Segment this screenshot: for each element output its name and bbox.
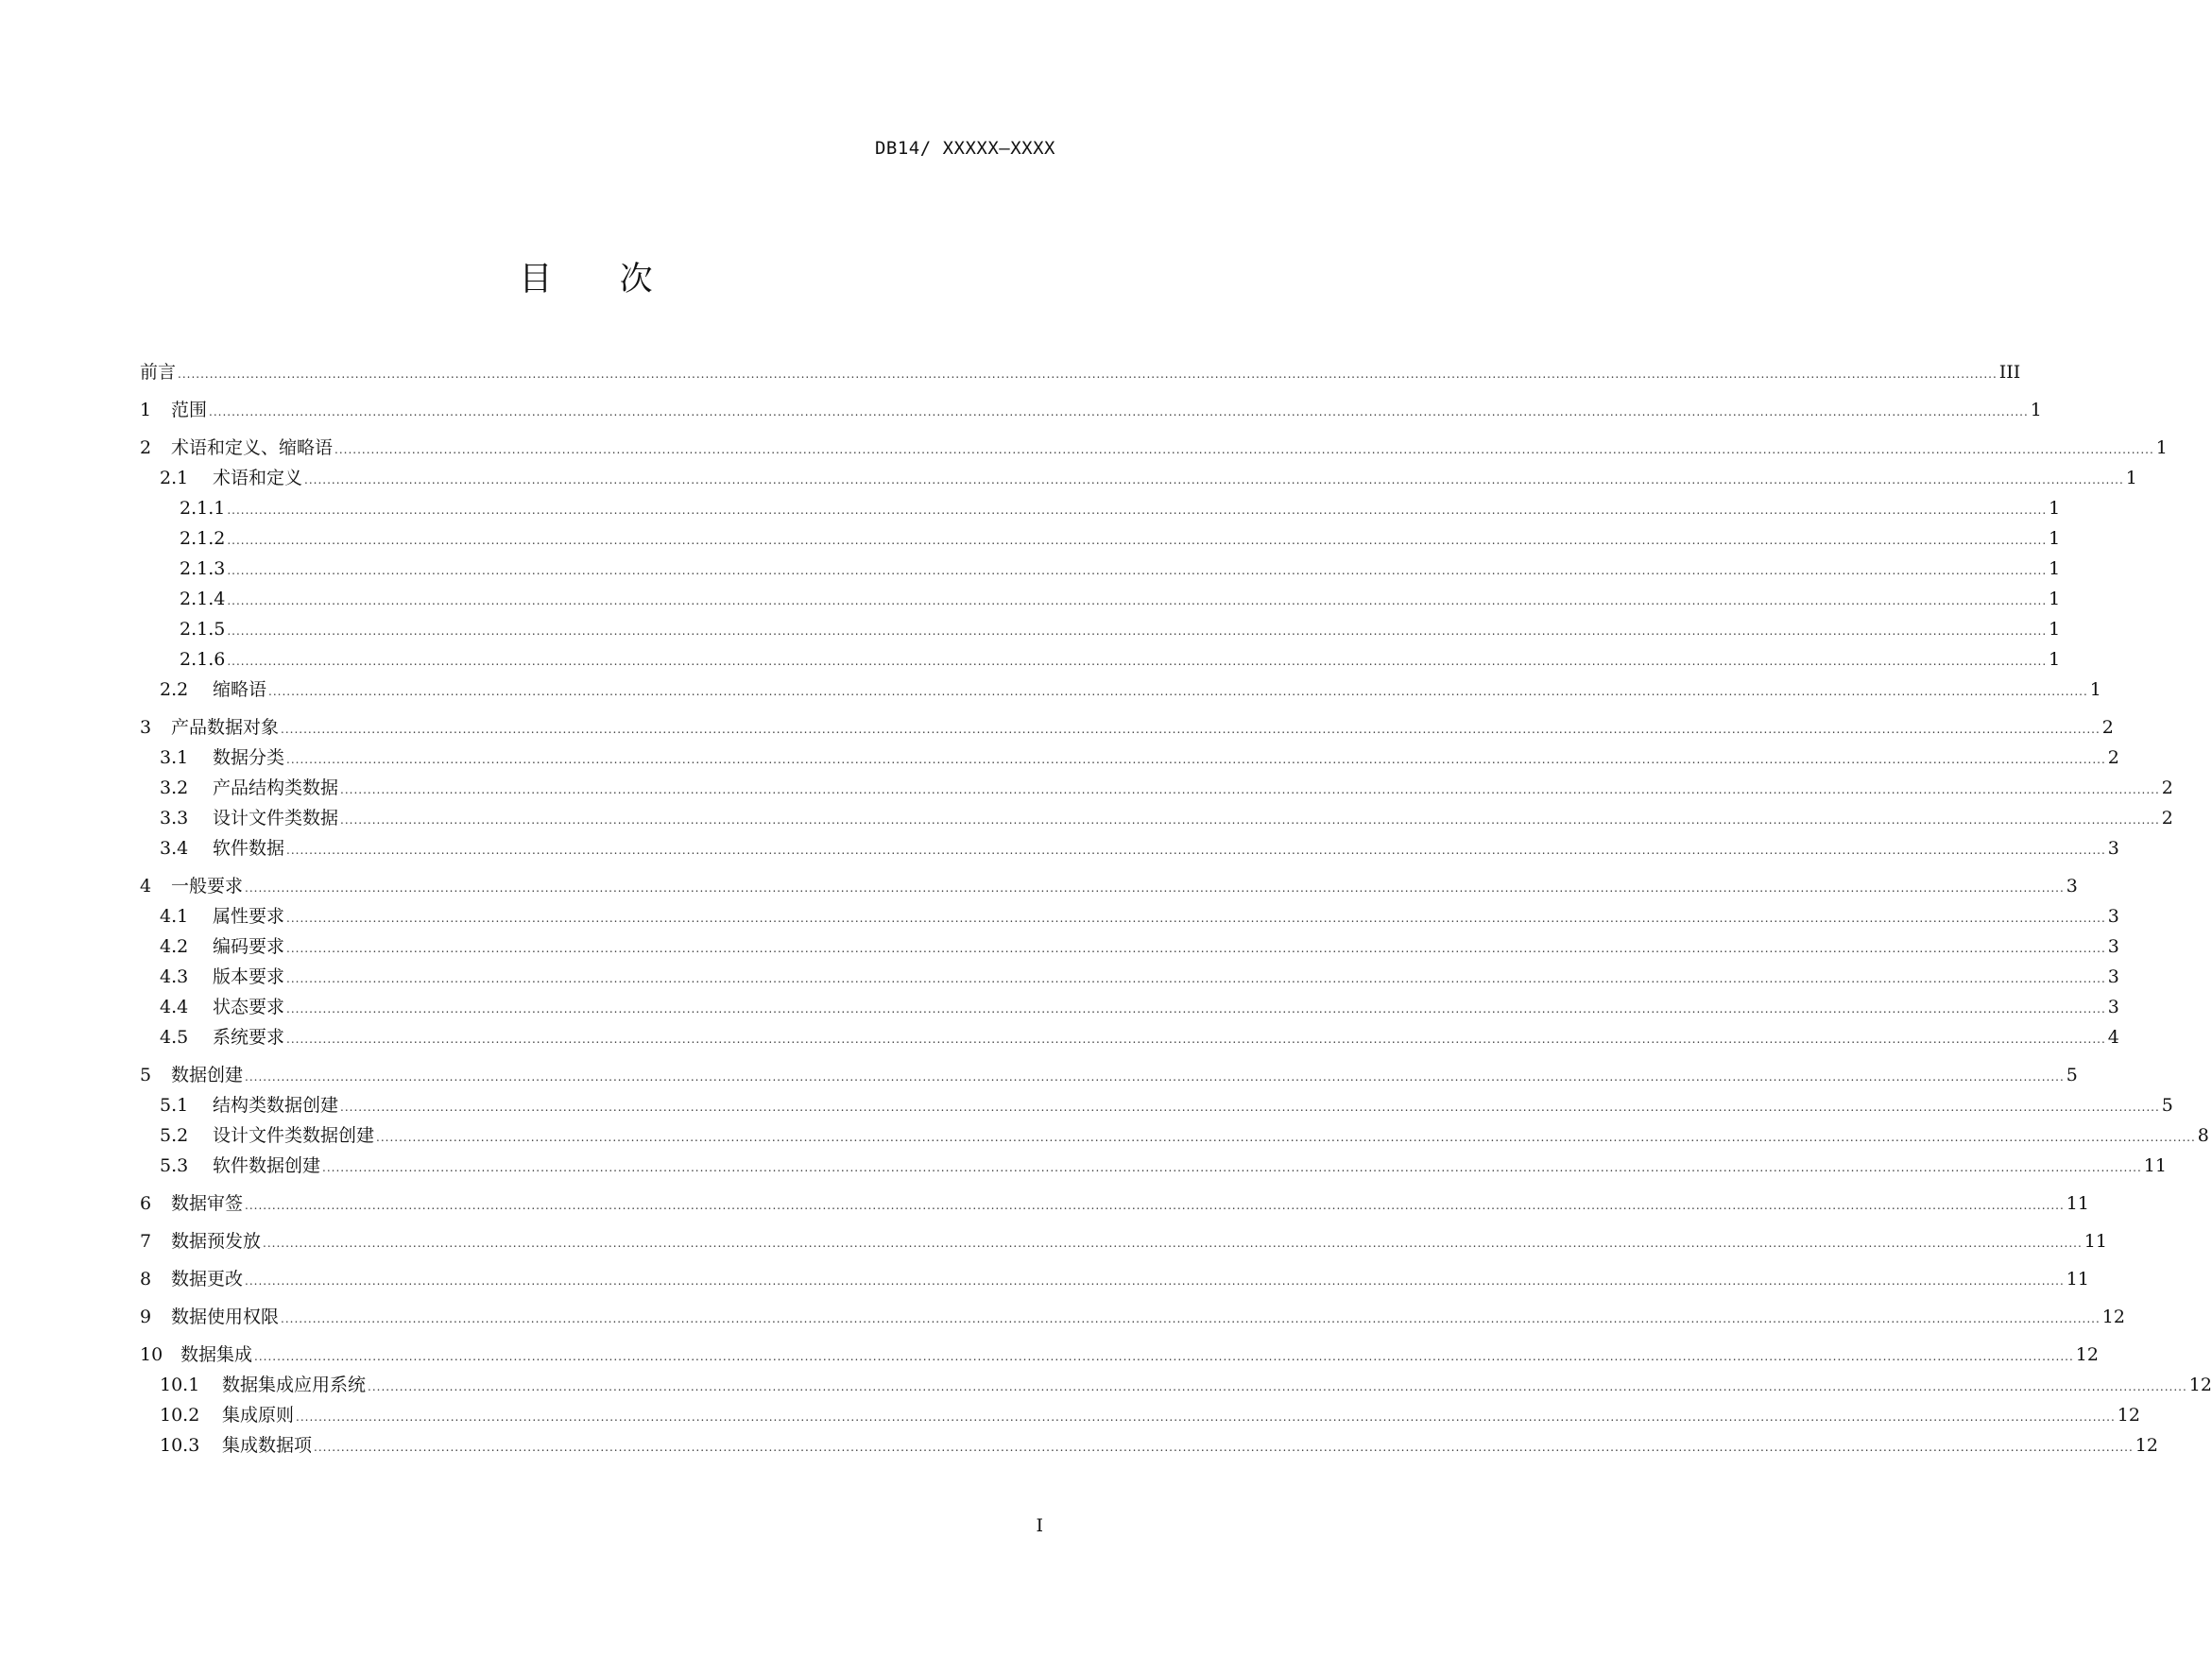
toc-entry-number: 3.4 bbox=[160, 838, 189, 859]
toc-entry-label: 一般要求 bbox=[171, 876, 244, 897]
toc-entry-label: 状态要求 bbox=[213, 997, 285, 1017]
toc-entry-label: 数据集成应用系统 bbox=[222, 1375, 367, 1395]
toc-entry-number: 3.3 bbox=[160, 808, 189, 828]
toc-entry-page: 1 bbox=[2049, 649, 2061, 670]
toc-entry-page: 2 bbox=[2161, 777, 2173, 798]
toc-leader-dots: ................................................................................................................................................................................................................................................................................................................................................................................................................ bbox=[286, 942, 2106, 955]
toc-leader-dots: ................................................................................................................................................................................................................................................................................................................................................................................................................ bbox=[340, 813, 2160, 827]
toc-entry[interactable] bbox=[140, 614, 2061, 644]
toc-leader-dots: ................................................................................................................................................................................................................................................................................................................................................................................................................ bbox=[286, 1033, 2106, 1046]
toc-leader-dots: ................................................................................................................................................................................................................................................................................................................................................................................................................ bbox=[286, 844, 2106, 857]
toc-entry-number: 2.1.5 bbox=[180, 619, 226, 640]
toc-leader-dots: ................................................................................................................................................................................................................................................................................................................................................................................................................ bbox=[340, 1101, 2160, 1114]
toc-entry[interactable] bbox=[140, 1120, 2209, 1151]
toc-entry-label: 数据预发放 bbox=[171, 1231, 262, 1252]
toc-leader-dots: ................................................................................................................................................................................................................................................................................................................................................................................................................ bbox=[227, 564, 2048, 577]
toc-entry[interactable] bbox=[140, 463, 2137, 493]
toc-entry[interactable] bbox=[140, 901, 2119, 931]
toc-entry-page: 1 bbox=[2155, 437, 2168, 458]
toc-entry-number: 6 bbox=[140, 1193, 152, 1214]
toc-leader-dots: ................................................................................................................................................................................................................................................................................................................................................................................................................ bbox=[227, 594, 2048, 607]
toc-entry-label: 数据集成 bbox=[180, 1344, 253, 1365]
toc-title-left: 目 bbox=[519, 261, 553, 299]
toc-entry-number: 3 bbox=[140, 717, 152, 738]
toc-entry-page: 5 bbox=[2161, 1095, 2173, 1116]
toc-entry-label: 结构类数据创建 bbox=[213, 1095, 339, 1116]
toc-entry[interactable] bbox=[140, 833, 2119, 863]
toc-entry-page: 1 bbox=[2089, 679, 2101, 700]
toc-entry-number: 10.3 bbox=[160, 1435, 200, 1456]
toc-entry[interactable] bbox=[140, 675, 2101, 705]
toc-entry[interactable] bbox=[140, 1370, 2212, 1400]
toc-entry-number: 5.1 bbox=[160, 1095, 189, 1116]
toc-entry-label: 系统要求 bbox=[213, 1027, 285, 1048]
toc-entry-number: 2.1.2 bbox=[180, 528, 226, 549]
toc-entry-page: 3 bbox=[2107, 966, 2119, 987]
toc-entry-page: 12 bbox=[2135, 1435, 2158, 1456]
toc-entry-page: 1 bbox=[2049, 619, 2061, 640]
toc-entry-number: 10 bbox=[140, 1344, 163, 1365]
toc-entry-page: 12 bbox=[2101, 1307, 2125, 1327]
toc-entry[interactable] bbox=[140, 1090, 2173, 1120]
toc-entry-page: 1 bbox=[2125, 468, 2137, 488]
toc-entry-number: 2.1.4 bbox=[180, 589, 226, 609]
toc-entry-number: 5 bbox=[140, 1065, 152, 1085]
toc-entry-label: 数据使用权限 bbox=[171, 1307, 280, 1327]
toc-entry-label: 术语和定义 bbox=[213, 468, 303, 488]
toc-leader-dots: ................................................................................................................................................................................................................................................................................................................................................................................................................ bbox=[368, 1380, 2187, 1393]
toc-entry-page: 1 bbox=[2049, 528, 2061, 549]
toc-entry-number: 4.1 bbox=[160, 906, 189, 927]
toc-entry-page: III bbox=[1998, 362, 2021, 383]
toc-entry-page: 11 bbox=[2143, 1155, 2167, 1176]
toc-entry-number: 4.2 bbox=[160, 936, 189, 957]
toc-title-right: 次 bbox=[619, 261, 653, 299]
toc-entry-page: 1 bbox=[2030, 400, 2042, 420]
table-of-contents bbox=[140, 350, 2212, 1461]
toc-entry-number: 8 bbox=[140, 1269, 152, 1290]
toc-entry-page: 3 bbox=[2107, 906, 2119, 927]
toc-entry-label: 设计文件类数据创建 bbox=[213, 1125, 375, 1146]
toc-entry-number: 4.4 bbox=[160, 997, 189, 1017]
toc-entry-page: 11 bbox=[2083, 1231, 2107, 1252]
toc-entry-number: 10.1 bbox=[160, 1375, 200, 1395]
toc-leader-dots: ................................................................................................................................................................................................................................................................................................................................................................................................................ bbox=[227, 504, 2048, 517]
toc-entry[interactable] bbox=[140, 803, 2173, 833]
toc-entry-label: 术语和定义、缩略语 bbox=[171, 437, 334, 458]
toc-entry-label: 编码要求 bbox=[213, 936, 285, 957]
toc-entry-label: 产品结构类数据 bbox=[213, 777, 339, 798]
toc-entry[interactable] bbox=[140, 773, 2173, 803]
toc-entry-page: 1 bbox=[2049, 558, 2061, 579]
toc-entry[interactable] bbox=[140, 644, 2061, 675]
toc-entry-label: 数据创建 bbox=[171, 1065, 244, 1085]
toc-entry-number: 2.2 bbox=[160, 679, 189, 700]
toc-leader-dots: ................................................................................................................................................................................................................................................................................................................................................................................................................ bbox=[286, 972, 2106, 985]
toc-entry[interactable] bbox=[140, 493, 2061, 523]
toc-entry-label: 范围 bbox=[171, 400, 208, 420]
toc-entry-label: 软件数据 bbox=[213, 838, 285, 859]
toc-entry[interactable] bbox=[140, 523, 2061, 554]
toc-entry[interactable] bbox=[140, 1340, 2099, 1370]
toc-leader-dots: ................................................................................................................................................................................................................................................................................................................................................................................................................ bbox=[304, 473, 2124, 487]
toc-entry-page: 1 bbox=[2049, 498, 2061, 519]
toc-entry-number: 2.1.6 bbox=[180, 649, 226, 670]
toc-entry-page: 12 bbox=[2188, 1375, 2212, 1395]
toc-entry[interactable] bbox=[140, 992, 2119, 1022]
toc-entry[interactable] bbox=[140, 1060, 2078, 1090]
toc-entry-page: 2 bbox=[2161, 808, 2173, 828]
toc-entry-page: 2 bbox=[2101, 717, 2114, 738]
toc-leader-dots: ................................................................................................................................................................................................................................................................................................................................................................................................................ bbox=[209, 405, 2029, 419]
toc-leader-dots: ................................................................................................................................................................................................................................................................................................................................................................................................................ bbox=[286, 1002, 2106, 1016]
toc-entry[interactable] bbox=[140, 962, 2119, 992]
toc-entry-label: 数据审签 bbox=[171, 1193, 244, 1214]
toc-entry-page: 5 bbox=[2066, 1065, 2078, 1085]
toc-entry-number: 2 bbox=[140, 437, 152, 458]
toc-leader-dots: ................................................................................................................................................................................................................................................................................................................................................................................................................ bbox=[296, 1410, 2116, 1424]
toc-entry[interactable] bbox=[140, 871, 2078, 901]
toc-entry-label: 设计文件类数据 bbox=[213, 808, 339, 828]
page-number: I bbox=[1036, 1515, 1043, 1536]
toc-entry-page: 2 bbox=[2107, 747, 2119, 768]
toc-entry-label: 软件数据创建 bbox=[213, 1155, 321, 1176]
toc-entry-page: 3 bbox=[2107, 838, 2119, 859]
toc-entry[interactable] bbox=[140, 357, 2021, 387]
toc-entry[interactable] bbox=[140, 1264, 2089, 1294]
toc-leader-dots: ................................................................................................................................................................................................................................................................................................................................................................................................................ bbox=[334, 443, 2154, 456]
toc-leader-dots: ................................................................................................................................................................................................................................................................................................................................................................................................................ bbox=[268, 685, 2088, 698]
toc-entry-page: 1 bbox=[2049, 589, 2061, 609]
toc-leader-dots: ................................................................................................................................................................................................................................................................................................................................................................................................................ bbox=[263, 1237, 2083, 1250]
toc-title bbox=[0, 253, 1172, 300]
toc-entry[interactable] bbox=[140, 1188, 2089, 1219]
toc-entry-number: 9 bbox=[140, 1307, 152, 1327]
toc-entry-page: 3 bbox=[2107, 997, 2119, 1017]
toc-entry-number: 7 bbox=[140, 1231, 152, 1252]
toc-entry-number: 3.1 bbox=[160, 747, 189, 768]
toc-leader-dots: ................................................................................................................................................................................................................................................................................................................................................................................................................ bbox=[245, 881, 2065, 895]
toc-entry[interactable] bbox=[140, 1022, 2119, 1052]
toc-entry[interactable] bbox=[140, 584, 2061, 614]
toc-entry[interactable] bbox=[140, 433, 2168, 463]
toc-entry-number: 3.2 bbox=[160, 777, 189, 798]
toc-leader-dots: ................................................................................................................................................................................................................................................................................................................................................................................................................ bbox=[245, 1274, 2065, 1288]
toc-leader-dots: ................................................................................................................................................................................................................................................................................................................................................................................................................ bbox=[254, 1350, 2074, 1363]
toc-entry-number: 1 bbox=[140, 400, 152, 420]
toc-leader-dots: ................................................................................................................................................................................................................................................................................................................................................................................................................ bbox=[322, 1161, 2142, 1174]
toc-entry-page: 12 bbox=[2117, 1405, 2140, 1426]
toc-entry-number: 5.2 bbox=[160, 1125, 189, 1146]
toc-entry[interactable] bbox=[140, 1302, 2125, 1332]
toc-entry[interactable] bbox=[140, 1400, 2140, 1430]
toc-entry[interactable] bbox=[140, 554, 2061, 584]
toc-entry-number: 4.3 bbox=[160, 966, 189, 987]
toc-entry-page: 8 bbox=[2197, 1125, 2209, 1146]
toc-leader-dots: ................................................................................................................................................................................................................................................................................................................................................................................................................ bbox=[227, 534, 2048, 547]
toc-entry[interactable] bbox=[140, 712, 2114, 743]
toc-entry-label: 属性要求 bbox=[213, 906, 285, 927]
toc-entry-page: 11 bbox=[2066, 1269, 2089, 1290]
toc-entry[interactable] bbox=[140, 743, 2119, 773]
toc-entry-number: 10.2 bbox=[160, 1405, 200, 1426]
toc-entry-page: 11 bbox=[2066, 1193, 2089, 1214]
toc-entry-label: 前言 bbox=[140, 362, 177, 383]
toc-entry[interactable] bbox=[140, 395, 2042, 425]
document-code: DB14/ XXXXX—XXXX bbox=[874, 138, 1055, 159]
toc-leader-dots: ................................................................................................................................................................................................................................................................................................................................................................................................................ bbox=[227, 655, 2048, 668]
toc-entry-page: 12 bbox=[2075, 1344, 2099, 1365]
toc-entry-label: 集成数据项 bbox=[222, 1435, 313, 1456]
toc-entry[interactable] bbox=[140, 1226, 2107, 1256]
toc-leader-dots: ................................................................................................................................................................................................................................................................................................................................................................................................................ bbox=[286, 753, 2106, 766]
toc-leader-dots: ................................................................................................................................................................................................................................................................................................................................................................................................................ bbox=[245, 1070, 2065, 1084]
toc-entry-label: 版本要求 bbox=[213, 966, 285, 987]
toc-entry-page: 4 bbox=[2107, 1027, 2119, 1048]
toc-leader-dots: ................................................................................................................................................................................................................................................................................................................................................................................................................ bbox=[281, 1312, 2101, 1325]
toc-entry-number: 2.1 bbox=[160, 468, 189, 488]
toc-leader-dots: ................................................................................................................................................................................................................................................................................................................................................................................................................ bbox=[245, 1199, 2065, 1212]
toc-leader-dots: ................................................................................................................................................................................................................................................................................................................................................................................................................ bbox=[227, 624, 2048, 638]
toc-leader-dots: ................................................................................................................................................................................................................................................................................................................................................................................................................ bbox=[286, 912, 2106, 925]
toc-entry-number: 4.5 bbox=[160, 1027, 189, 1048]
toc-leader-dots: ................................................................................................................................................................................................................................................................................................................................................................................................................ bbox=[178, 367, 1998, 381]
toc-entry-number: 2.1.3 bbox=[180, 558, 226, 579]
toc-leader-dots: ................................................................................................................................................................................................................................................................................................................................................................................................................ bbox=[314, 1441, 2134, 1454]
toc-entry-label: 集成原则 bbox=[222, 1405, 295, 1426]
toc-entry-number: 2.1.1 bbox=[180, 498, 226, 519]
toc-entry[interactable] bbox=[140, 1151, 2167, 1181]
toc-entry-number: 5.3 bbox=[160, 1155, 189, 1176]
toc-leader-dots: ................................................................................................................................................................................................................................................................................................................................................................................................................ bbox=[281, 723, 2101, 736]
toc-entry-page: 3 bbox=[2107, 936, 2119, 957]
toc-entry-page: 3 bbox=[2066, 876, 2078, 897]
toc-entry-label: 产品数据对象 bbox=[171, 717, 280, 738]
toc-leader-dots: ................................................................................................................................................................................................................................................................................................................................................................................................................ bbox=[376, 1131, 2196, 1144]
toc-entry-number: 4 bbox=[140, 876, 152, 897]
toc-entry[interactable] bbox=[140, 931, 2119, 962]
toc-entry-label: 缩略语 bbox=[213, 679, 267, 700]
toc-entry-label: 数据分类 bbox=[213, 747, 285, 768]
toc-entry-label: 数据更改 bbox=[171, 1269, 244, 1290]
toc-leader-dots: ................................................................................................................................................................................................................................................................................................................................................................................................................ bbox=[340, 783, 2160, 796]
toc-entry[interactable] bbox=[140, 1430, 2158, 1461]
